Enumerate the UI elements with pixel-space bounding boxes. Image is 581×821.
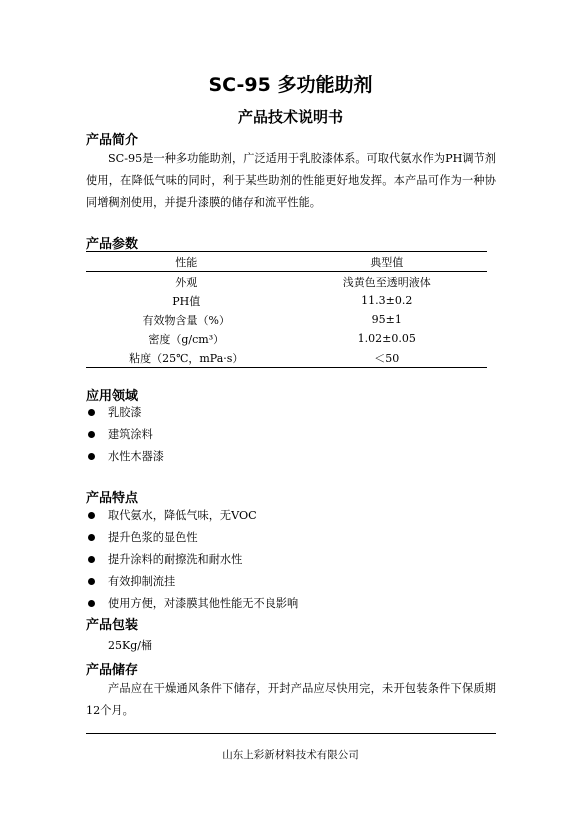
list-item: 使用方便，对漆膜其他性能无不良影响 <box>86 593 298 615</box>
table-row <box>86 291 487 310</box>
features-list <box>86 505 298 615</box>
param-value: 95±1 <box>371 313 402 326</box>
list-item: 建筑涂料 <box>86 424 164 446</box>
list-item: 乳胶漆 <box>86 402 164 424</box>
param-value: 11.3±0.2 <box>361 294 413 307</box>
storage-text: 产品应在干燥通风条件下储存，开封产品应尽快用完，未开包装条件下保质期12个月。 <box>86 682 496 717</box>
table-row <box>86 329 487 348</box>
document-title: SC-95 多功能助剂 <box>208 74 373 96</box>
table-row <box>86 348 487 368</box>
list-item: 取代氨水，降低气味，无VOC <box>86 505 298 527</box>
params-header-row <box>86 252 487 272</box>
param-property: 粘度（25℃，mPa·s） <box>86 348 287 368</box>
list-item: 有效抑制流挂 <box>86 571 298 593</box>
param-value: 1.02±0.05 <box>357 332 416 345</box>
params-col-value: 典型值 <box>287 252 488 272</box>
param-property: 密度（g/cm³） <box>148 332 225 346</box>
list-item: 提升色浆的显色性 <box>86 527 298 549</box>
table-row <box>86 272 487 292</box>
features-heading: 产品特点 <box>86 491 139 506</box>
param-property: 外观 <box>175 275 198 289</box>
footer-divider <box>86 733 496 734</box>
bullet-icon <box>88 431 95 438</box>
bullet-icon <box>88 409 95 416</box>
param-value: 浅黄色至透明液体 <box>342 275 431 289</box>
intro-heading: 产品简介 <box>86 133 139 148</box>
document-subtitle: 产品技术说明书 <box>237 108 343 126</box>
list-item: 提升涂料的耐擦洗和耐水性 <box>86 549 298 571</box>
bullet-icon <box>88 453 95 460</box>
param-property: 有效物含量（%） <box>142 313 230 327</box>
applications-heading: 应用领域 <box>86 389 139 404</box>
footer-company: 山东上彩新材料技术有限公司 <box>222 749 359 761</box>
packaging-text: 25Kg/桶 <box>108 639 152 652</box>
list-item: 水性木器漆 <box>86 446 164 468</box>
intro-text: SC-95是一种多功能助剂，广泛适用于乳胶漆体系。可取代氨水作为PH调节剂使用，在降低气味的同时，利于某些助剂的性能更好地发挥。本产品可作为一种协同增稠剂使用，并提升漆膜的储存和流平性能。 <box>86 152 496 209</box>
packaging-heading: 产品包装 <box>86 618 139 633</box>
param-value: ＜50 <box>287 348 488 368</box>
param-property: PH值 <box>172 294 201 308</box>
storage-heading: 产品储存 <box>86 663 139 678</box>
bullet-icon <box>88 512 95 519</box>
params-heading: 产品参数 <box>86 237 139 252</box>
params-col-property: 性能 <box>86 252 287 272</box>
bullet-icon <box>88 578 95 585</box>
bullet-icon <box>88 556 95 563</box>
params-table <box>86 251 487 368</box>
applications-list <box>86 402 164 468</box>
bullet-icon <box>88 600 95 607</box>
table-row <box>86 310 487 329</box>
bullet-icon <box>88 534 95 541</box>
